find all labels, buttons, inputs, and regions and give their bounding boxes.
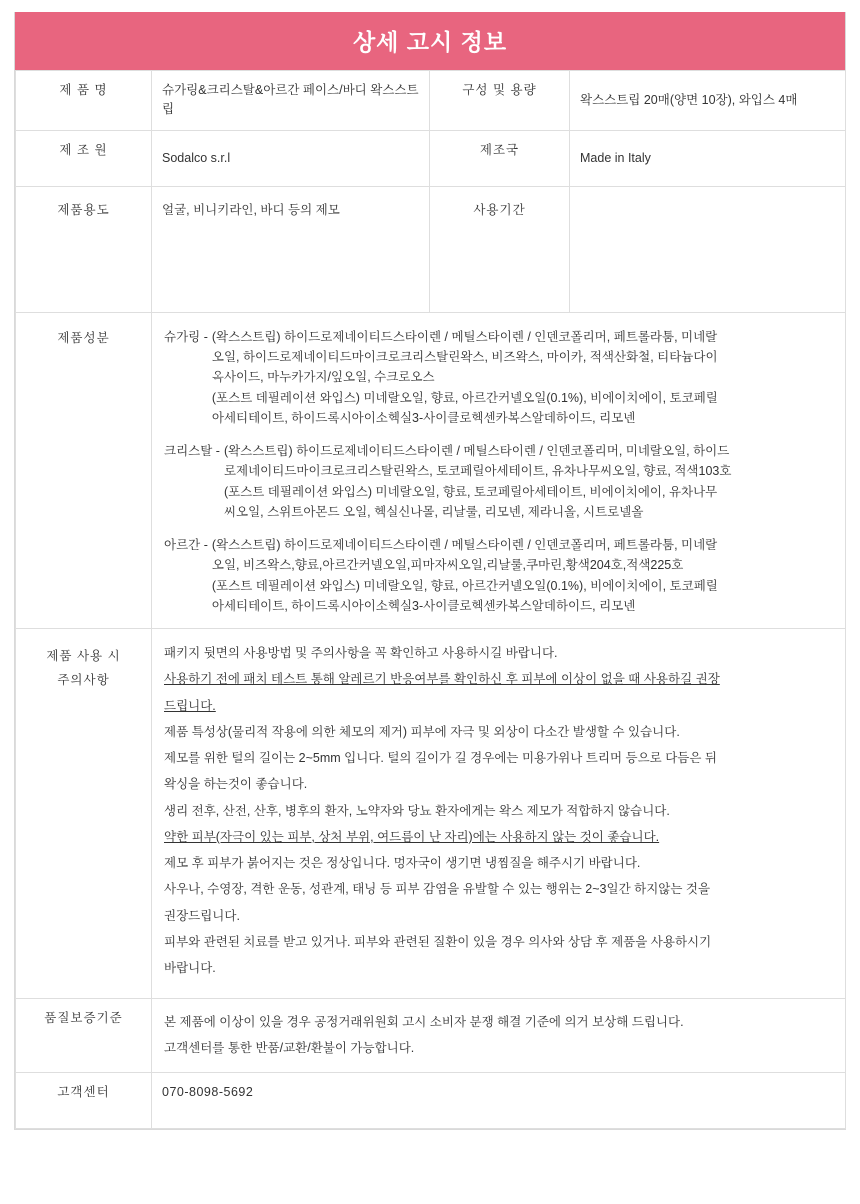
caution-line: 제품 특성상(물리적 작용에 의한 체모의 제거) 피부에 자극 및 외상이 다소간 발생할 수 있습니다. [164, 724, 680, 739]
ingredient-line: (왁스스트립) 하이드로제네이티드스타이렌 / 메틸스타이렌 / 인덴코폴리머, 페트롤라툼, 미네랄 [211, 329, 718, 344]
product-info-table [15, 70, 846, 1129]
table-row [16, 999, 846, 1073]
quality-line: 고객센터를 통한 반품/교환/환불이 가능합니다. [164, 1040, 415, 1055]
table-row [16, 71, 846, 131]
ingredient-line: 아세티테이트, 하이드록시아이소헥실3-사이클로헥센카복스알데하이드, 리모넨 [211, 598, 636, 613]
caution-value [152, 629, 846, 999]
ingredient-line: (포스트 데필레이션 와입스) 미네랄오일, 향료, 토코페릴아세테이트, 비에이치에이, 유차나무 [223, 484, 718, 499]
caution-line: 제모를 위한 털의 길이는 2~5mm 입니다. 털의 길이가 길 경우에는 미용가위나 트리머 등으로 다듬은 뒤 [164, 751, 717, 765]
caution-line: 권장드립니다. [164, 908, 240, 923]
ingredients-label: 제품성분 [16, 312, 152, 628]
ingredient-group [164, 535, 833, 616]
ingredient-line: 오일, 하이드로제네이티드마이크로크리스탈린왁스, 비즈왁스, 마이카, 적색산화철, 티타늄다이 [211, 350, 718, 364]
ingredient-group-body [224, 441, 833, 522]
ingredient-line: (왁스스트립) 하이드로제네이티드스타이렌 / 메틸스타이렌 / 인덴코폴리머, 미네랄오일, 하이드 [223, 444, 730, 458]
caution-label-line1: 제품 사용 시 [46, 649, 121, 663]
product-name-label: 제 품 명 [16, 71, 152, 131]
table-row [16, 130, 846, 186]
ingredient-group [164, 327, 833, 428]
composition-label: 구성 및 용량 [430, 71, 570, 131]
caution-line: 바랍니다. [164, 961, 216, 975]
ingredients-value [152, 312, 846, 628]
ingredient-line: 씨오일, 스위트아몬드 오일, 헥실신나몰, 리날룰, 리모넨, 제라니올, 시트로넬올 [223, 504, 644, 519]
table-row [16, 312, 846, 628]
caution-line: 피부와 관련된 치료를 받고 있거나. 피부와 관련된 질환이 있을 경우 의사와 상담 후 제품을 사용하시기 [164, 934, 712, 949]
caution-line: 사우나, 수영장, 격한 운동, 성관계, 태닝 등 피부 감염을 유발할 수 있는 행위는 2~3일간 하지않는 것을 [164, 882, 711, 897]
ingredient-group-body [212, 327, 833, 428]
table-row [16, 1073, 846, 1129]
ingredient-group-name: 슈가링 - [164, 329, 208, 344]
ingredient-line: 로제네이티드마이크로크리스탈린왁스, 토코페릴아세테이트, 유차나무씨오일, 향료, 적색103호 [223, 464, 732, 479]
caution-line: 생리 전후, 산전, 산후, 병후의 환자, 노약자와 당뇨 환자에게는 왁스 제모가 적합하지 않습니다. [164, 803, 670, 818]
caution-line: 패키지 뒷면의 사용방법 및 주의사항을 꼭 확인하고 사용하시길 바랍니다. [164, 646, 558, 660]
period-label: 사용기간 [430, 186, 570, 312]
ingredient-group-body [212, 535, 833, 616]
ingredient-line: 오일, 비즈왁스,향료,아르간커넬오일,피마자씨오일,리날룰,쿠마린,황색204호,적색225호 [211, 558, 684, 573]
caution-line: 약한 피부(자극이 있는 피부, 상처 부위, 여드름이 난 자리)에는 사용하지 않는 것이 좋습니다. [164, 829, 660, 844]
period-value [570, 186, 846, 312]
ingredient-group-name: 아르간 - [164, 538, 208, 552]
caution-label [16, 629, 152, 999]
caution-line: 제모 후 피부가 붉어지는 것은 정상입니다. 멍자국이 생기면 냉찜질을 해주시기 바랍니다. [164, 856, 641, 870]
ingredient-line: (왁스스트립) 하이드로제네이티드스타이렌 / 메틸스타이렌 / 인덴코폴리머, 페트롤라툼, 미네랄 [211, 538, 718, 552]
ingredient-group-name: 크리스탈 - [164, 444, 220, 458]
ingredient-line: (포스트 데필레이션 와입스) 미네랄오일, 향료, 아르간커넬오일(0.1%), 비에이치에이, 토코페릴 [211, 578, 718, 593]
table-row [16, 186, 846, 312]
country-value: Made in Italy [570, 130, 846, 186]
composition-value: 왁스스트립 20매(양면 10장), 와입스 4매 [570, 71, 846, 131]
caution-label-line2: 주의사항 [57, 672, 110, 687]
quality-line: 본 제품에 이상이 있을 경우 공정거래위원회 고시 소비자 분쟁 해결 기준에 의거 보상해 드립니다. [164, 1015, 684, 1030]
usage-value: 얼굴, 비니키라인, 바디 등의 제모 [152, 186, 430, 312]
service-label: 고객센터 [16, 1073, 152, 1129]
table-row [16, 629, 846, 999]
ingredient-line: (포스트 데필레이션 와입스) 미네랄오일, 향료, 아르간커넬오일(0.1%), 비에이치에이, 토코페릴 [211, 390, 718, 405]
product-info-document [14, 12, 846, 1130]
ingredient-line: 옥사이드, 마누카가지/잎오일, 수크로오스 [211, 370, 435, 385]
caution-line: 드립니다. [164, 698, 216, 713]
quality-label: 품질보증기준 [16, 999, 152, 1073]
document-title: 상세 고시 정보 [15, 12, 845, 70]
quality-value [152, 999, 846, 1073]
maker-value: Sodalco s.r.l [152, 130, 430, 186]
ingredient-group [164, 441, 833, 522]
maker-label: 제 조 원 [16, 130, 152, 186]
usage-label: 제품용도 [16, 186, 152, 312]
country-label: 제조국 [430, 130, 570, 186]
ingredient-line: 아세티테이트, 하이드록시아이소헥실3-사이클로헥센카복스알데하이드, 리모넨 [211, 410, 636, 425]
service-phone: 070-8098-5692 [152, 1073, 846, 1129]
caution-line: 왁싱을 하는것이 좋습니다. [164, 777, 308, 792]
caution-line: 사용하기 전에 패치 테스트 통해 알레르기 반응여부를 확인하신 후 피부에 이상이 없을 때 사용하길 권장 [164, 672, 720, 687]
product-name-value: 슈가링&크리스탈&아르간 페이스/바디 왁스스트립 [152, 71, 430, 131]
